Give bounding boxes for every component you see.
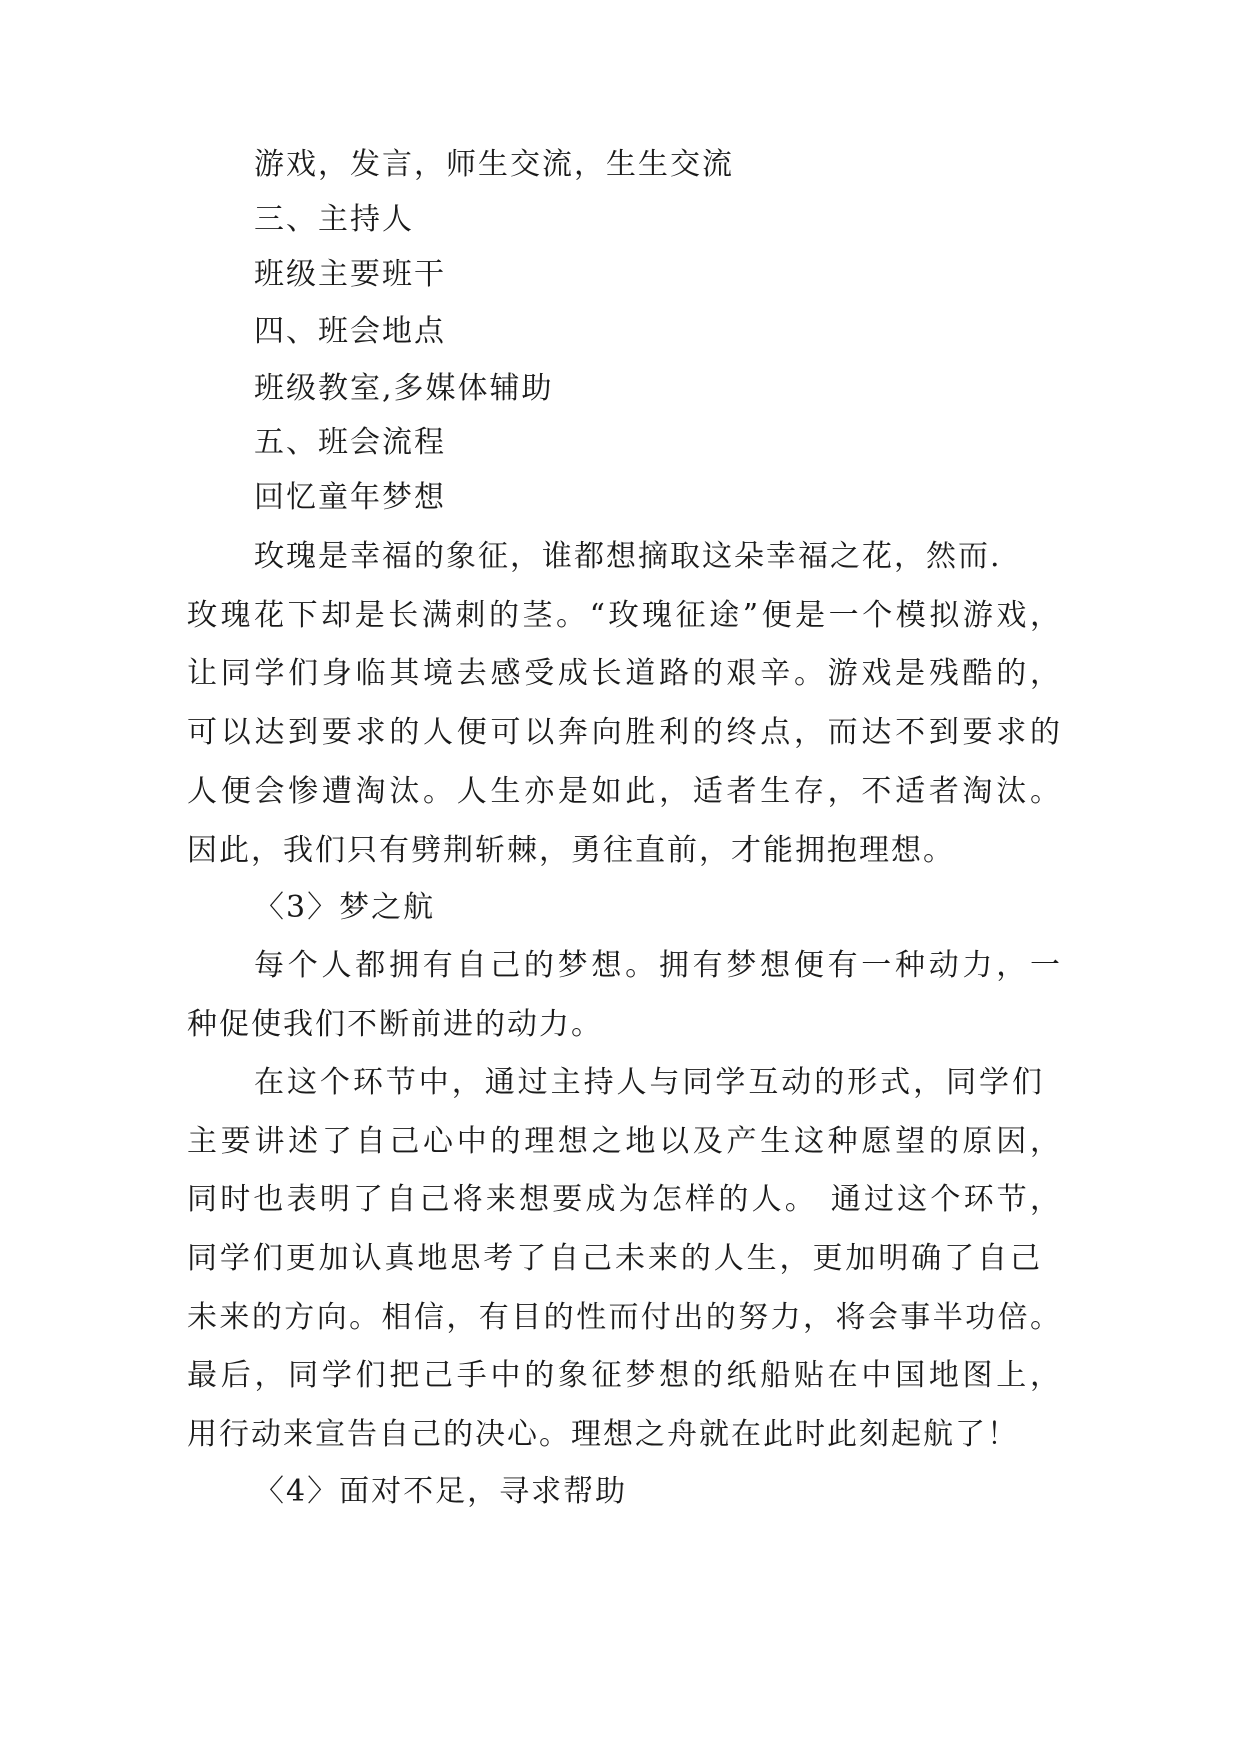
- paragraph-line: 玫瑰是幸福的象征，谁都想摘取这朵幸福之花，然而.: [254, 539, 1002, 574]
- paragraph-line: 种促使我们不断前进的动力。: [187, 1007, 603, 1042]
- paragraph-line: 因此，我们只有劈荆斩棘，勇往直前，才能拥抱理想。: [187, 833, 955, 868]
- text-line: 班级教室,多媒体辅助: [254, 371, 554, 406]
- text-line: 班级主要班干: [254, 257, 446, 292]
- subsection-heading: 〈4〉面对不足，寻求帮助: [254, 1474, 628, 1509]
- paragraph-line: 用行动来宣告自己的决心。理想之舟就在此时此刻起航了！: [187, 1417, 1019, 1452]
- paragraph-line: 每个人都拥有自己的梦想。拥有梦想便有一种动力，一: [254, 948, 1062, 983]
- text-line: 游戏，发言，师生交流，生生交流: [254, 147, 734, 182]
- paragraph-line: 在这个环节中，通过主持人与同学互动的形式，同学们: [254, 1065, 1044, 1100]
- section-heading: 五、班会流程: [254, 425, 446, 460]
- paragraph-line: 人便会惨遭淘汰。人生亦是如此，适者生存，不适者淘汰。: [187, 774, 1062, 809]
- paragraph-line: 主要讲述了自己心中的理想之地以及产生这种愿望的原因，: [187, 1124, 1062, 1159]
- paragraph-line: 玫瑰花下却是长满刺的茎。“玫瑰征途”便是一个模拟游戏，: [187, 598, 1062, 633]
- paragraph-line: 让同学们身临其境去感受成长道路的艰辛。游戏是残酷的，: [187, 656, 1062, 691]
- paragraph-line: 最后，同学们把己手中的象征梦想的纸船贴在中国地图上，: [187, 1358, 1062, 1393]
- subsection-heading: 〈3〉梦之航: [254, 890, 436, 925]
- section-heading: 四、班会地点: [254, 314, 446, 349]
- paragraph-line: 同学们更加认真地思考了自己未来的人生，更加明确了自己: [187, 1241, 1042, 1276]
- paragraph-line: 未来的方向。相信，有目的性而付出的努力，将会事半功倍。: [187, 1300, 1062, 1335]
- paragraph-line: 可以达到要求的人便可以奔向胜利的终点，而达不到要求的: [187, 715, 1062, 750]
- text-line: 回忆童年梦想: [254, 480, 446, 515]
- section-heading: 三、主持人: [254, 202, 414, 237]
- paragraph-line: 同时也表明了自己将来想要成为怎样的人。 通过这个环节，: [187, 1182, 1062, 1217]
